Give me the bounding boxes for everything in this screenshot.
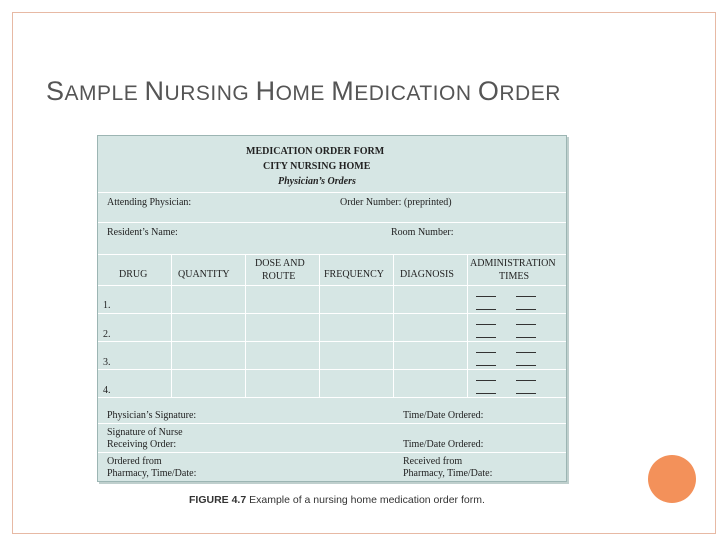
form-col-divider [319, 254, 320, 397]
am-blank [476, 393, 496, 394]
column-header-admin-1: ADMINISTRATION [470, 258, 556, 269]
pm-blank [516, 296, 536, 297]
decorative-circle [648, 455, 696, 503]
form-rule-table-bottom [98, 397, 566, 398]
title-capital-letter: M [331, 76, 355, 106]
physicians-signature-label: Physician’s Signature: [107, 410, 197, 421]
ordered-from-label-1: Ordered from [107, 456, 162, 467]
pm-blank [516, 324, 536, 325]
medication-order-form [97, 135, 567, 482]
form-col-divider [171, 254, 172, 397]
am-blank [476, 352, 496, 353]
column-header-dose-1: DOSE AND [255, 258, 305, 269]
am-blank [476, 337, 496, 338]
form-rule-row3 [98, 341, 566, 342]
row-number: 3. [103, 357, 111, 368]
am-blank [476, 309, 496, 310]
figure-caption [189, 494, 485, 506]
pm-blank [516, 352, 536, 353]
title-capital-letter: S [46, 76, 65, 106]
row-number: 4. [103, 385, 111, 396]
column-header-diagnosis: DIAGNOSIS [400, 269, 454, 280]
signature-nurse-label-2: Receiving Order: [107, 439, 177, 450]
form-col-divider [467, 254, 468, 397]
title-smallcaps-text: EDICATION [354, 82, 478, 105]
pm-blank [516, 309, 536, 310]
form-rule-resident [98, 254, 566, 255]
title-capital-letter: H [255, 76, 276, 106]
title-capital-letter: N [144, 76, 165, 106]
form-heading-3: Physician’s Orders [278, 176, 356, 187]
title-capital-letter: O [477, 76, 500, 106]
column-header-drug: DRUG [119, 269, 148, 280]
received-from-label-2: Pharmacy, Time/Date: [403, 468, 493, 479]
order-number-label: Order Number: (preprinted) [340, 197, 452, 208]
column-header-frequency: FREQUENCY [324, 269, 385, 280]
slide-frame-left [12, 12, 13, 534]
signature-nurse-label-1: Signature of Nurse [107, 427, 183, 438]
form-rule-physician [98, 222, 566, 223]
row-number: 2. [103, 329, 111, 340]
am-blank [476, 324, 496, 325]
slide-frame-bottom [12, 533, 716, 534]
slide-title [46, 76, 561, 107]
form-rule-signature [98, 423, 566, 424]
title-smallcaps-text: RDER [499, 82, 561, 105]
ordered-from-label-2: Pharmacy, Time/Date: [107, 468, 197, 479]
received-from-label-1: Received from [403, 456, 463, 467]
form-heading-2: CITY NURSING HOME [263, 161, 371, 172]
time-date-ordered-label: Time/Date Ordered: [403, 410, 484, 421]
form-rule-row1 [98, 285, 566, 286]
title-smallcaps-text: AMPLE [64, 82, 145, 105]
am-blank [476, 380, 496, 381]
slide-frame-top [12, 12, 716, 13]
attending-physician-label: Attending Physician: [107, 197, 192, 208]
column-header-quantity: QUANTITY [178, 269, 230, 280]
figure-number: FIGURE 4.7 [189, 494, 247, 506]
slide-frame-right [715, 12, 716, 534]
form-rule-row4 [98, 369, 566, 370]
form-rule-header [98, 192, 566, 193]
title-smallcaps-text: URSING [164, 82, 256, 105]
column-header-admin-2: TIMES [499, 271, 529, 282]
form-col-divider [393, 254, 394, 397]
am-blank [476, 296, 496, 297]
time-date-ordered-label-2: Time/Date Ordered: [403, 439, 484, 450]
title-smallcaps-text: OME [275, 82, 332, 105]
pm-blank [516, 380, 536, 381]
pm-blank [516, 337, 536, 338]
am-blank [476, 365, 496, 366]
form-col-divider [245, 254, 246, 397]
residents-name-label: Resident’s Name: [107, 227, 178, 238]
pm-blank [516, 365, 536, 366]
form-rule-nurse [98, 452, 566, 453]
form-heading-1: MEDICATION ORDER FORM [246, 146, 385, 157]
pm-blank [516, 393, 536, 394]
figure-caption-text: Example of a nursing home medication order form. [246, 494, 485, 506]
room-number-label: Room Number: [391, 227, 454, 238]
column-header-dose-2: ROUTE [262, 271, 296, 282]
form-rule-row2 [98, 313, 566, 314]
row-number: 1. [103, 300, 111, 311]
